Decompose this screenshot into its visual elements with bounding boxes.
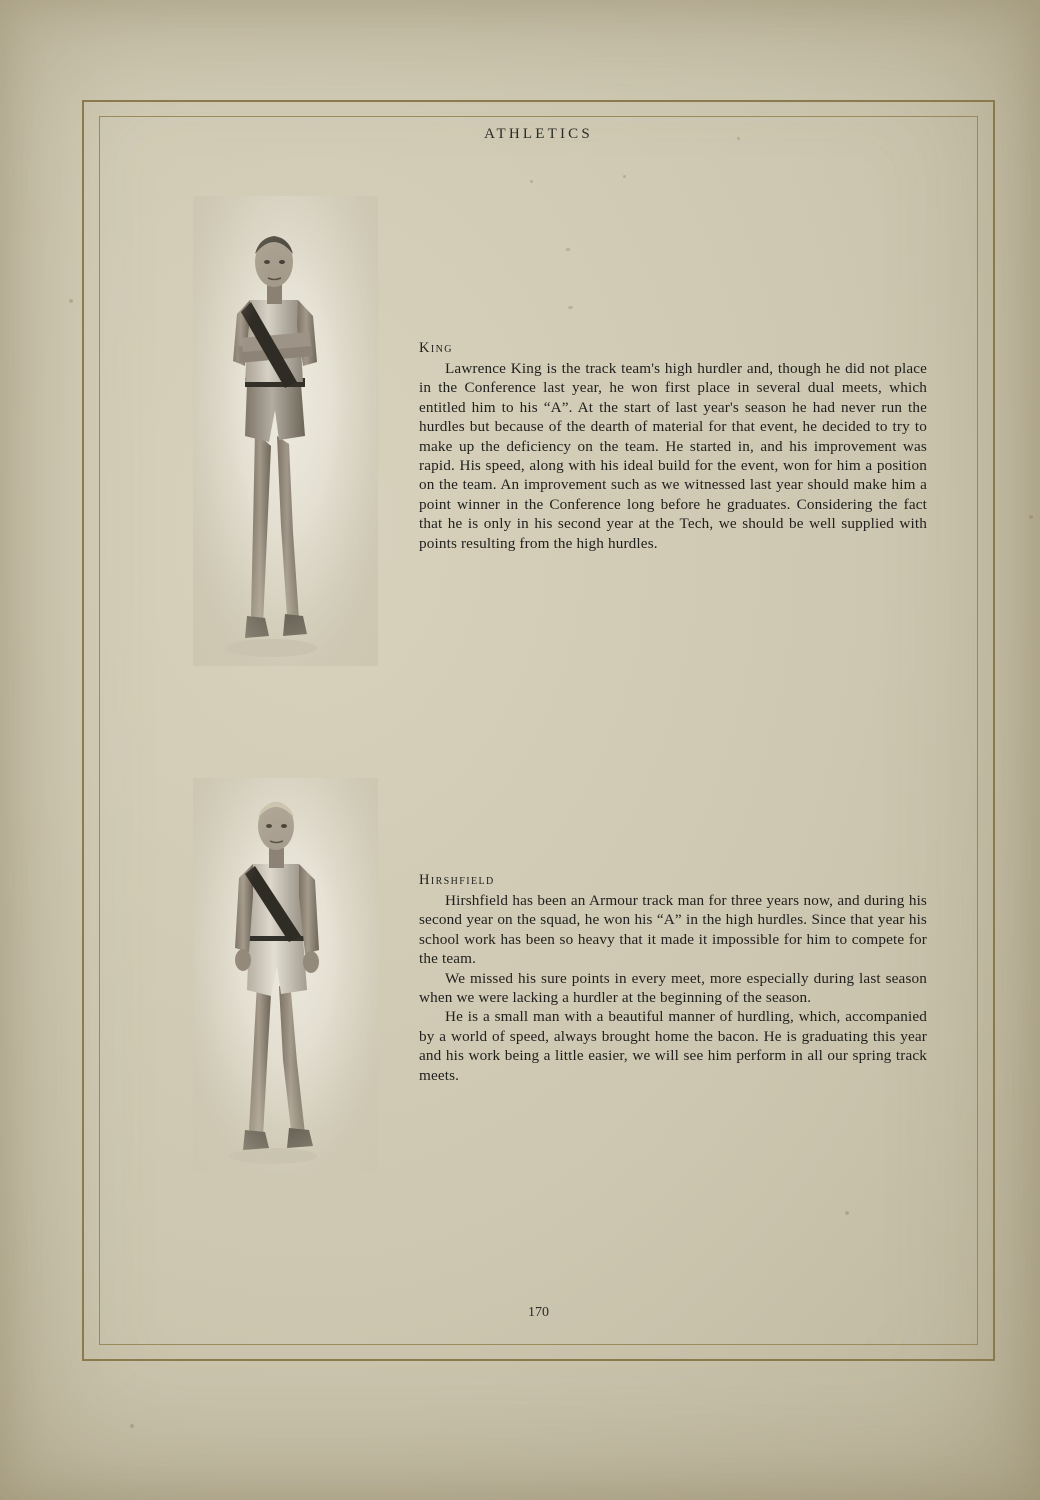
running-head: ATHLETICS [484,126,593,142]
page-number: 170 [528,1305,549,1320]
paper-speck [130,1424,134,1428]
photo-vignette [193,778,378,1173]
paper-speck [69,299,73,303]
article-hirshfield-paragraph-1: Hirshfield has been an Armour track man for three years now, and during his second year on the squad, he won his “A” in the high hurdles. Since that year his school work has been so heavy that it made it impossible for him to compete for the team. [419,892,927,968]
article-hirshfield-paragraph-3: He is a small man with a beautiful manner of hurdling, which, accompanied by a world of speed, always brought home the bacon. He is graduating this year and his work being a little easier, we will see him perform in all our spring track meets. [419,1008,927,1084]
athlete-name-king: King [419,340,453,356]
article-hirshfield [419,872,927,1085]
photo-king [193,196,378,666]
paper-speck [1029,515,1033,519]
athlete-name-hirshfield: Hirshfield [419,872,495,888]
article-hirshfield-paragraph-2: We missed his sure points in every meet, more especially during last season when we were lacking a hurdler at the beginning of the season. [419,969,927,1007]
article-king [419,340,927,553]
article-king-paragraph-1: Lawrence King is the track team's high hurdler and, though he did not place in the Conference last year, he won first place in several dual meets, which entitled him to his “A”. At the start of last year's season he had never run the hurdles but because of the dearth of material for that event, he decided to try to make up the deficiency on the team. He started in, and his improvement was rapid. His speed, along with his ideal build for the event, won for him a position on the team. An improvement such as we witnessed last year should make him a point winner in the Conference long before he graduates. Considering the fact that he is only in his second year at the Tech, we should be well supplied with points resulting from the high hurdles. [419,360,927,552]
photo-vignette [193,196,378,666]
photo-hirshfield [193,778,378,1173]
